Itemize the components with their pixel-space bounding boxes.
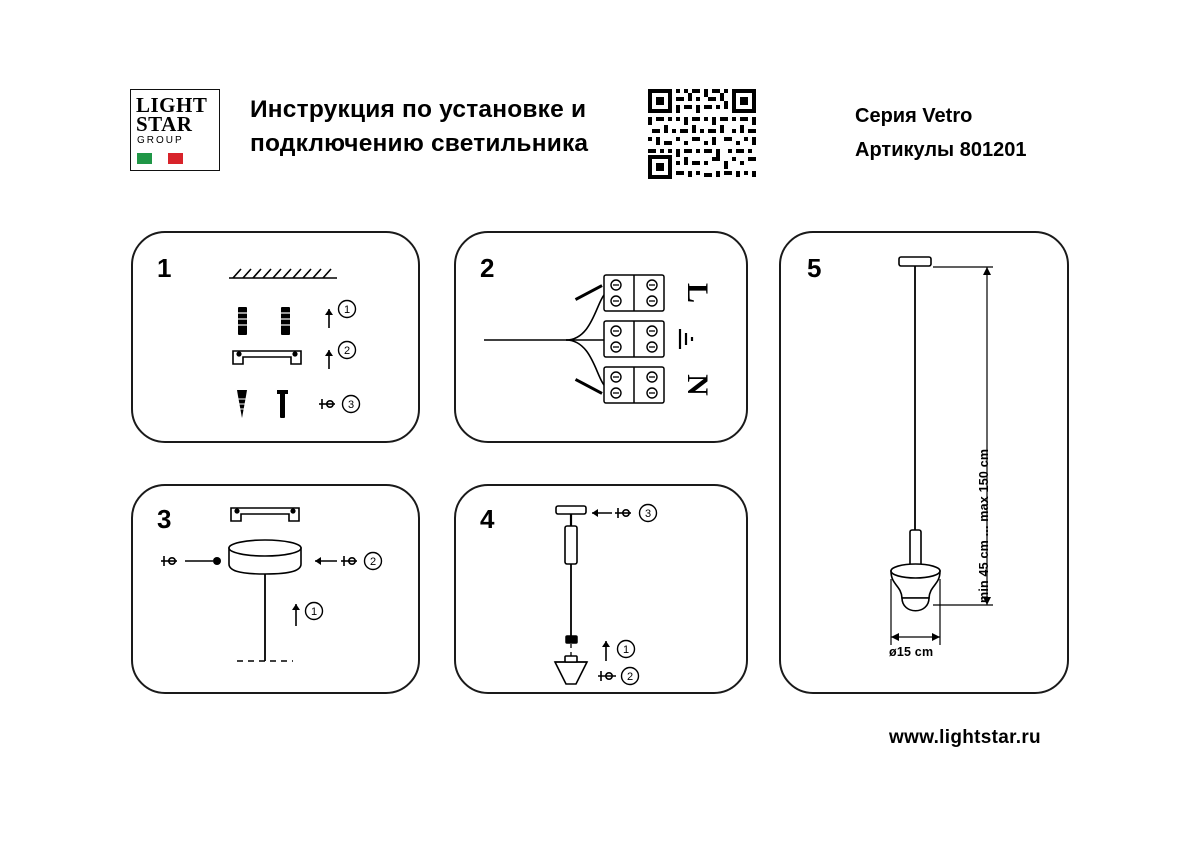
step-1-panel xyxy=(131,231,420,443)
logo-subtitle: GROUP xyxy=(137,135,184,146)
step-5-diagram xyxy=(781,233,1071,696)
diameter-dimension-label: ø15 cm xyxy=(889,645,934,659)
page-title xyxy=(250,93,650,161)
qr-code xyxy=(646,87,758,181)
logo-line-1: LIGHT xyxy=(136,93,208,117)
callout-2: 2 xyxy=(626,671,634,683)
page-title-line-2: подключению светильника xyxy=(250,130,589,157)
terminal-label-N: N xyxy=(681,374,714,396)
ground-symbol-icon xyxy=(680,329,692,349)
brand-logo xyxy=(130,89,220,171)
italian-flag-icon xyxy=(137,153,183,164)
series-label: Серия Vetro xyxy=(855,105,973,127)
callout-1: 1 xyxy=(343,304,351,316)
page-title-line-1: Инструкция по установке и xyxy=(250,96,587,123)
website-footer: www.lightstar.ru xyxy=(889,727,1041,748)
step-2-panel xyxy=(454,231,748,443)
article-label: Артикулы 801201 xyxy=(855,139,1027,161)
header xyxy=(130,85,1070,185)
step-4-number: 4 xyxy=(480,504,495,534)
step-5-number: 5 xyxy=(807,253,822,283)
step-1-number: 1 xyxy=(157,253,172,283)
step-4-diagram xyxy=(456,486,750,696)
callout-3: 3 xyxy=(644,508,652,520)
height-dimension-label: min 45 cm ... max 150 cm xyxy=(977,448,991,603)
step-1-diagram xyxy=(133,233,422,445)
callout-1: 1 xyxy=(310,606,318,618)
terminal-label-L: L xyxy=(681,282,714,304)
step-2-number: 2 xyxy=(480,253,495,283)
step-4-panel xyxy=(454,484,748,694)
product-meta xyxy=(855,99,1115,167)
callout-2: 2 xyxy=(369,556,377,568)
callout-3: 3 xyxy=(347,399,355,411)
step-3-number: 3 xyxy=(157,504,172,534)
callout-2: 2 xyxy=(343,345,351,357)
step-3-panel xyxy=(131,484,420,694)
step-3-diagram xyxy=(133,486,422,696)
callout-1: 1 xyxy=(622,644,630,656)
step-2-diagram xyxy=(456,233,750,445)
step-5-panel xyxy=(779,231,1069,694)
logo-line-2: STAR xyxy=(136,112,193,136)
